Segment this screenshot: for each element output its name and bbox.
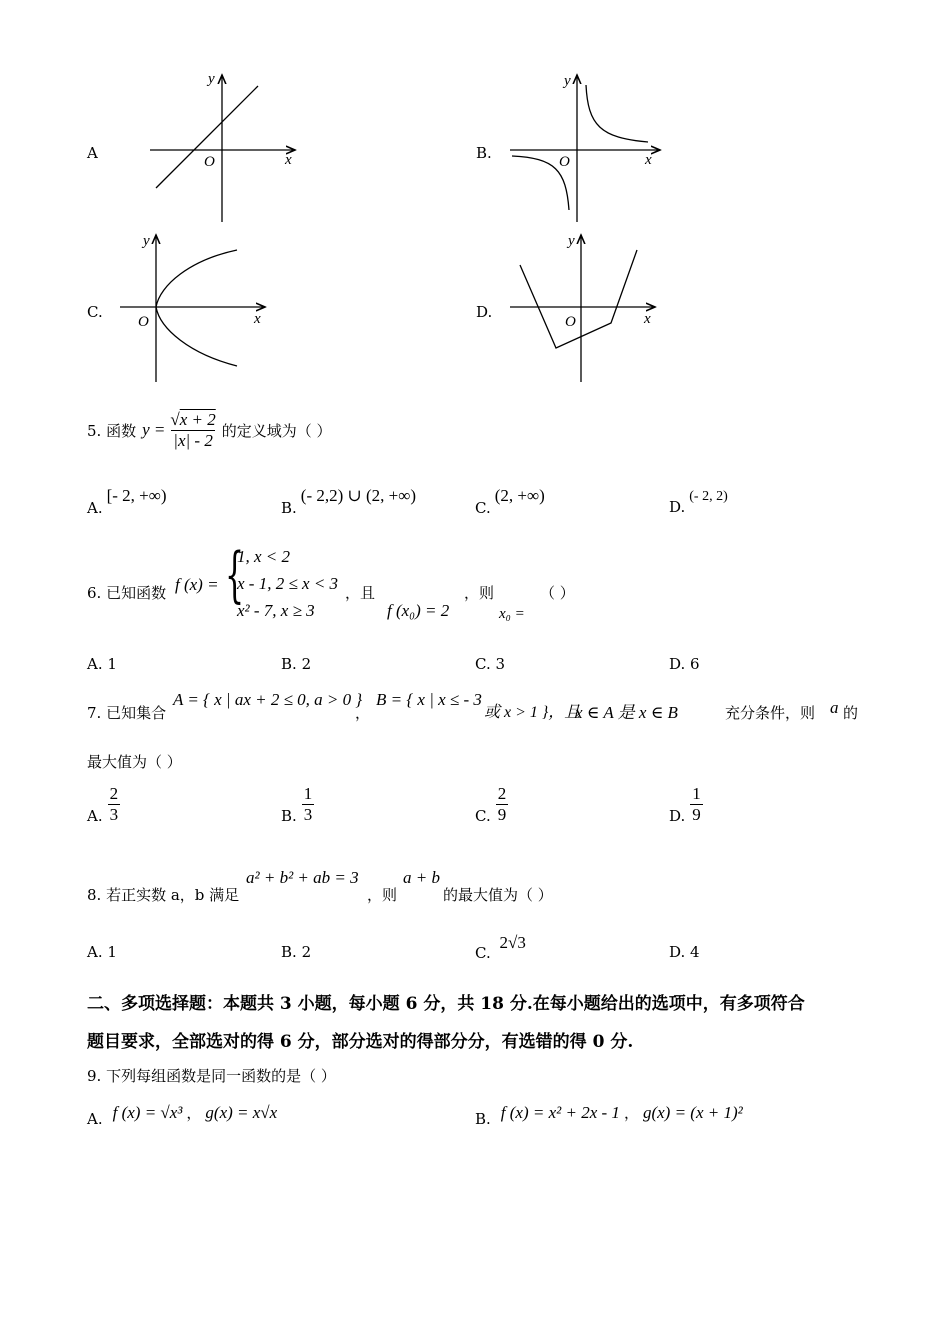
q5-fraction [168,410,217,451]
axis-x-label: x [254,311,261,327]
graph-c-label: C. [87,303,103,321]
origin-label: O [565,314,576,330]
q7-option-c[interactable]: C. $\frac{2}{9}$ [475,784,507,825]
q5-option-d[interactable]: D.(- 2, 2) [669,489,728,516]
q6-func: f (x) = [175,575,219,594]
q6-cases [237,543,338,624]
q5-option-c[interactable]: C.(2, +∞) [475,486,545,517]
q5-numerator: √x + 2 [170,409,216,429]
graph-d-label: D. [476,303,493,321]
q9-option-a-f: f (x) = √x³ [112,1103,183,1122]
q9-option-a[interactable]: A. f (x) = √x³ ， g(x) = x√x [87,1103,278,1128]
q7-suffix-2: 的 [843,704,859,722]
q8-option-b[interactable]: B. 2 [281,943,312,961]
q9-option-b-g: g(x) = (x + 1)² [642,1103,743,1122]
graph-a-linear [140,70,300,225]
q8-option-a[interactable]: A. 1 [87,943,117,961]
q7-var-a: a [830,698,839,717]
graph-b-inverse [500,70,665,225]
q7-option-a[interactable]: A. $\frac{2}{3}$ [87,784,119,825]
section-2-heading-line-1: 二、多项选择题：本题共 3 小题，每小题 6 分，共 18 分.在每小题给出的选项中，有多项符合 [87,994,805,1014]
q6-target: x₀ = [499,606,525,622]
q8-equation: a² + b² + ab = 3 [246,868,359,887]
q6-then: ，则 [464,584,495,602]
q5-denominator: |x| - 2 [173,430,213,450]
question-5 [87,400,332,460]
q5-lhs: y = [142,420,166,439]
q6-and: ，且 [345,584,376,602]
q9-option-a-g: g(x) = x√x [205,1103,278,1122]
q6-option-d[interactable]: D. 6 [669,655,700,673]
origin-label: O [138,314,149,330]
axis-y-label: y [568,233,575,249]
graph-b-label: B. [476,144,492,162]
q8-then: ，则 [367,886,398,904]
axis-x-label: x [645,152,652,168]
graph-c-parabola [110,230,275,385]
q6-brace: { [225,540,245,610]
q7-option-d[interactable]: D. $\frac{1}{9}$ [669,784,701,825]
q7-set-b-tail: 或 x > 1 }，且 [484,704,581,721]
q5-suffix: 的定义域为（ ） [221,421,332,440]
q5-option-a[interactable]: A.[- 2, +∞) [87,486,167,517]
q5-prefix: 5. 函数 [87,421,137,440]
graph-d-piecewise [500,230,665,385]
axis-x-label: x [644,311,651,327]
q8-option-d[interactable]: D. 4 [669,943,700,961]
axis-x-label: x [285,152,292,168]
q6-case-3: x² - 7, x ≥ 3 [237,601,315,620]
q7-condition: x ∈ A 是 x ∈ B [575,703,678,722]
q9-stem: 9. 下列每组函数是同一函数的是（ ） [87,1067,336,1085]
q8-prefix: 8. 若正实数 a，b 满足 [87,886,240,904]
axis-y-label: y [208,71,215,87]
q6-option-a[interactable]: A. 1 [87,655,117,673]
q6-option-c[interactable]: C. 3 [475,655,506,673]
q7-line-2: 最大值为（ ） [87,753,182,771]
origin-label: O [204,154,215,170]
q7-option-b[interactable]: B. $\frac{1}{3}$ [281,784,313,825]
q8-suffix: 的最大值为（ ） [443,886,553,904]
q6-condition: f (x₀) = 2 [387,601,450,620]
q7-set-b: B = { x | x ≤ - 3 [376,690,482,709]
q6-case-2: x - 1, 2 ≤ x < 3 [237,574,339,593]
q7-prefix: 7. 已知集合 [87,704,167,722]
q6-blank: （ ） [540,584,575,602]
q6-option-b[interactable]: B. 2 [281,655,312,673]
axis-y-label: y [143,233,150,249]
q8-target: a + b [403,868,440,887]
axis-y-label: y [564,73,571,89]
q7-set-a: A = { x | ax + 2 ≤ 0, a > 0 } [173,690,363,709]
q6-prefix: 6. 已知函数 [87,584,167,602]
q9-option-b[interactable]: B. f (x) = x² + 2x - 1 ， g(x) = (x + 1)² [475,1103,743,1128]
graph-a-label: A [87,144,98,162]
q6-case-1: 1, x < 2 [237,547,291,566]
origin-label: O [559,154,570,170]
q7-comma: ， [355,704,371,722]
section-2-heading-line-2: 题目要求，全部选对的得 6 分，部分选对的得部分分，有选错的得 0 分. [87,1032,634,1052]
q8-option-c[interactable]: C. 2√3 [475,933,526,962]
q9-option-b-f: f (x) = x² + 2x - 1 [500,1103,620,1122]
q5-option-b[interactable]: B.(- 2,2) ∪ (2, +∞) [281,486,417,517]
q7-suffix-1: 充分条件，则 [725,704,816,722]
